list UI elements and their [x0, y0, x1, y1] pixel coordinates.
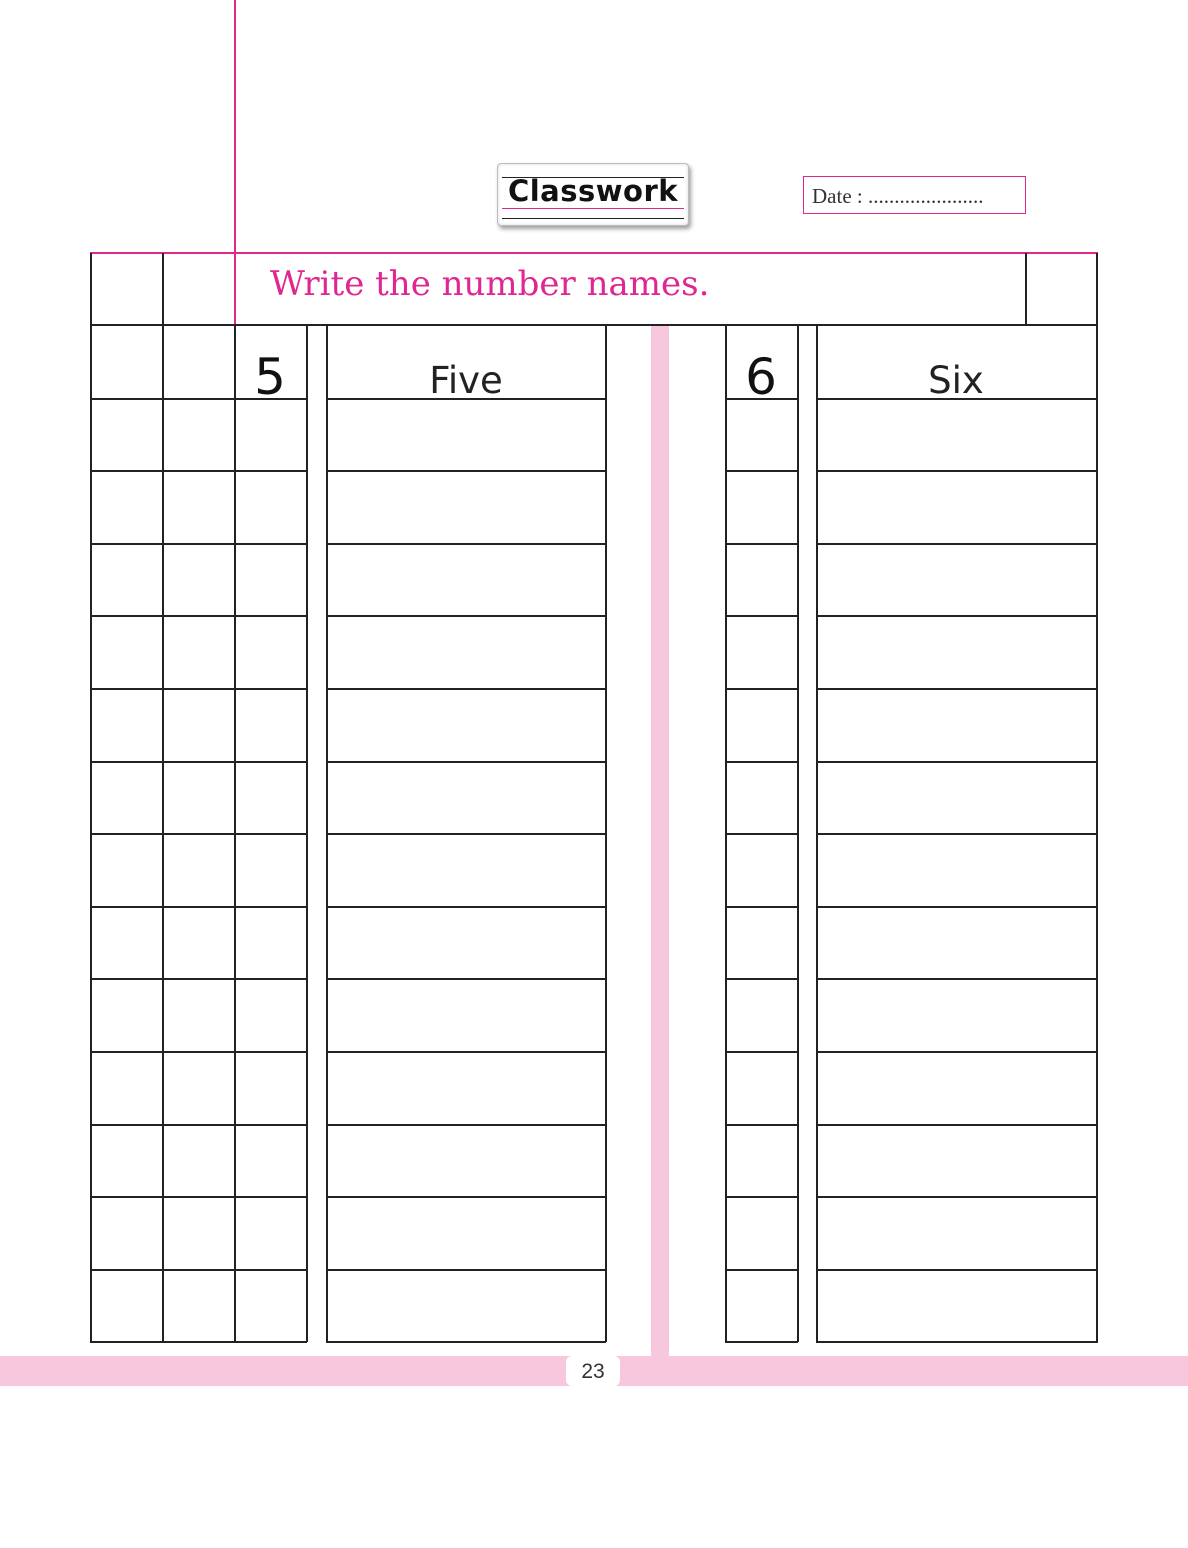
grid-horizontal-line — [725, 615, 798, 617]
grid-horizontal-line — [725, 1196, 798, 1198]
grid-horizontal-line — [816, 1341, 1098, 1343]
badge-guide-line — [502, 218, 684, 219]
grid-horizontal-line — [90, 1051, 307, 1053]
header-top-line — [90, 252, 1098, 254]
grid-horizontal-line — [725, 761, 798, 763]
example-digit: 6 — [745, 348, 777, 406]
grid-horizontal-line — [326, 1051, 606, 1053]
grid-horizontal-line — [326, 688, 606, 690]
grid-horizontal-line — [90, 1341, 307, 1343]
grid-horizontal-line — [816, 615, 1098, 617]
grid-horizontal-line — [725, 1124, 798, 1126]
grid-horizontal-line — [90, 978, 307, 980]
grid-horizontal-line — [725, 906, 798, 908]
grid-horizontal-line — [326, 1196, 606, 1198]
grid-horizontal-line — [90, 470, 307, 472]
badge-guide-line — [502, 208, 684, 209]
header-cell-line — [90, 253, 92, 326]
grid-horizontal-line — [816, 1124, 1098, 1126]
grid-horizontal-line — [725, 688, 798, 690]
grid-horizontal-line — [725, 1051, 798, 1053]
grid-horizontal-line — [90, 761, 307, 763]
grid-horizontal-line — [326, 543, 606, 545]
grid-horizontal-line — [725, 1269, 798, 1271]
grid-horizontal-line — [816, 761, 1098, 763]
header-cell-line — [1096, 253, 1098, 326]
center-divider-band — [651, 326, 669, 1356]
grid-horizontal-line — [90, 1124, 307, 1126]
grid-horizontal-line — [816, 906, 1098, 908]
grid-horizontal-line — [816, 1196, 1098, 1198]
header-cell-line — [1025, 253, 1027, 326]
grid-horizontal-line — [816, 978, 1098, 980]
instruction-text: Write the number names. — [270, 264, 710, 304]
example-digit: 5 — [254, 348, 286, 406]
header-cell-line — [162, 253, 164, 326]
header-bottom-line — [90, 324, 1098, 326]
grid-horizontal-line — [326, 470, 606, 472]
page-number: 23 — [566, 1356, 620, 1386]
grid-horizontal-line — [725, 1341, 798, 1343]
grid-horizontal-line — [326, 761, 606, 763]
grid-horizontal-line — [90, 543, 307, 545]
grid-horizontal-line — [326, 615, 606, 617]
classwork-label: Classwork — [507, 174, 679, 208]
example-number-name: Six — [928, 359, 984, 402]
grid-horizontal-line — [816, 543, 1098, 545]
grid-horizontal-line — [326, 1341, 606, 1343]
grid-horizontal-line — [326, 906, 606, 908]
grid-horizontal-line — [816, 833, 1098, 835]
grid-horizontal-line — [816, 688, 1098, 690]
grid-horizontal-line — [90, 833, 307, 835]
grid-horizontal-line — [816, 470, 1098, 472]
grid-horizontal-line — [90, 906, 307, 908]
grid-horizontal-line — [816, 1051, 1098, 1053]
grid-horizontal-line — [326, 833, 606, 835]
date-field[interactable]: Date : ...................... — [803, 176, 1026, 214]
grid-horizontal-line — [725, 833, 798, 835]
example-number-name: Five — [429, 359, 503, 402]
grid-horizontal-line — [816, 1269, 1098, 1271]
grid-horizontal-line — [326, 1269, 606, 1271]
grid-horizontal-line — [90, 1269, 307, 1271]
grid-horizontal-line — [326, 1124, 606, 1126]
grid-horizontal-line — [725, 978, 798, 980]
grid-horizontal-line — [90, 688, 307, 690]
grid-horizontal-line — [90, 1196, 307, 1198]
grid-horizontal-line — [326, 978, 606, 980]
grid-horizontal-line — [725, 543, 798, 545]
grid-horizontal-line — [725, 470, 798, 472]
margin-line — [234, 0, 236, 326]
grid-horizontal-line — [90, 615, 307, 617]
classwork-badge — [497, 163, 689, 226]
